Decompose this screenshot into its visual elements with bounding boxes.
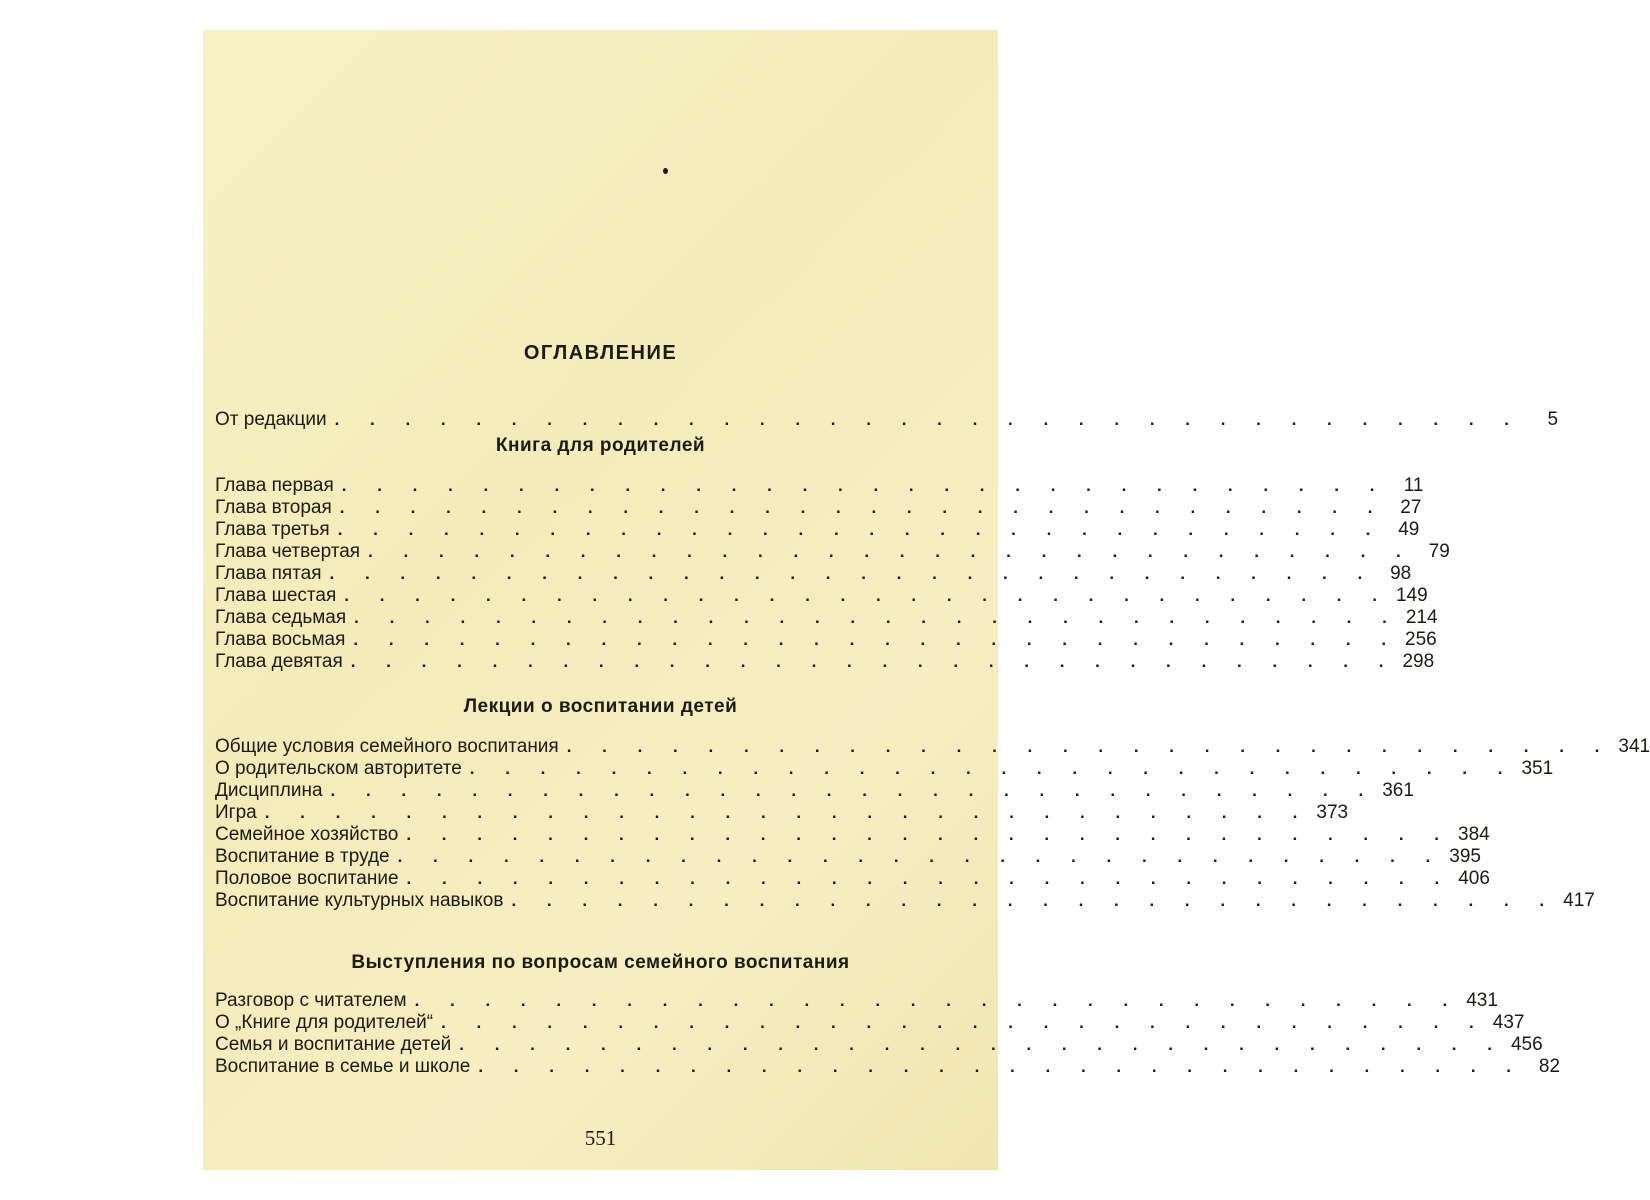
leader-dots: . . . . . . . . . . . . . . . . . . . . . . . . . . . . . .: [339, 498, 1386, 517]
toc-entry: [215, 1033, 1543, 1057]
toc-entry-page: 361: [1382, 780, 1414, 801]
toc-entry-label: Воспитание культурных навыков: [215, 890, 504, 911]
toc-entry-label: Глава пятая: [215, 563, 322, 584]
page-title: ОГЛАВЛЕНИЕ: [523, 342, 678, 364]
toc-entry: [215, 845, 1481, 869]
page-number: 551: [584, 1126, 617, 1150]
toc-entry-page: 11: [1403, 475, 1424, 496]
toc-entry: [215, 1055, 1561, 1079]
toc-entry-page: 373: [1316, 802, 1349, 823]
toc-entry-page: 384: [1458, 824, 1490, 845]
toc-entry: [215, 823, 1490, 847]
toc-entry: [215, 757, 1554, 781]
leader-dots: . . . . . . . . . . . . . . . . . . . . . . . . . . . . . .: [353, 630, 1400, 649]
toc-entry: [215, 606, 1438, 630]
section-title-speeches: Выступления по вопросам семейного воспитания: [351, 952, 850, 973]
toc-entry-intro: [215, 408, 1559, 432]
leader-dots: . . . . . . . . . . . . . . . . . . . . . . . . . . . . . .: [511, 891, 1558, 910]
leader-dots: . . . . . . . . . . . . . . . . . . . . . . . . . . . . . .: [330, 781, 1377, 800]
toc-entry-page: 351: [1521, 758, 1554, 779]
leader-dots: . . . . . . . . . . . . . . . . . . . . . . . . . . . . . . . . . .: [334, 410, 1523, 429]
toc-entry: [215, 562, 1412, 586]
toc-entry-page: 49: [1398, 519, 1420, 540]
book-page: [203, 30, 1650, 1170]
toc-entry-label: Общие условия семейного воспитания: [215, 736, 559, 757]
ink-speck: [663, 168, 668, 174]
toc-entry-page: 456: [1510, 1034, 1543, 1055]
leader-dots: . . . . . . . . . . . . . . . . . . . . . . . . . . . . . .: [459, 1035, 1505, 1054]
toc-entry-label: Глава четвертая: [215, 541, 361, 562]
leader-dots: . . . . . . . . . . . . . . . . . . . . . . . . . . . . . .: [264, 803, 1311, 822]
toc-entry-label: Семья и воспитание детей: [215, 1034, 452, 1055]
toc-entry-label: От редакции: [215, 409, 327, 430]
toc-entry-label: Воспитание в семье и школе: [215, 1056, 471, 1077]
toc-entry-label: Глава восьмая: [215, 629, 346, 650]
toc-entry-label: Глава шестая: [215, 585, 337, 606]
toc-entry: [215, 474, 1424, 498]
toc-entry: [215, 889, 1595, 913]
toc-entry-label: Глава седьмая: [215, 607, 347, 628]
toc-entry-label: О „Книге для родителей“: [215, 1012, 434, 1033]
toc-entry-label: Глава вторая: [215, 497, 332, 518]
toc-entry-page: 431: [1466, 990, 1498, 1011]
toc-entry: [215, 1011, 1525, 1035]
toc-entry-label: Дисциплина: [215, 780, 323, 801]
leader-dots: . . . . . . . . . . . . . . . . . . . . . . . . . . . . . .: [406, 869, 1453, 888]
toc-entry-label: Игра: [215, 802, 257, 823]
toc-entry-page: 298: [1402, 651, 1435, 672]
toc-entry-page: 341: [1618, 736, 1650, 757]
toc-entry: [215, 989, 1498, 1013]
toc-entry-page: 417: [1563, 890, 1595, 911]
leader-dots: . . . . . . . . . . . . . . . . . . . . . . . . . . . . . .: [406, 825, 1453, 844]
section-title-book-for-parents: Книга для родителей: [495, 435, 706, 456]
toc-entry-label: Половое воспитание: [215, 868, 399, 889]
toc-entry: [215, 518, 1420, 542]
toc-entry-page: 27: [1400, 497, 1422, 518]
leader-dots: . . . . . . . . . . . . . . . . . . . . . . . . . . . . . .: [414, 991, 1461, 1010]
toc-entry-page: 406: [1458, 868, 1490, 889]
toc-entry-page: 214: [1405, 607, 1438, 628]
leader-dots: . . . . . . . . . . . . . . . . . . . . . . . . . . . . . .: [566, 737, 1613, 756]
toc-entry-page: 5: [1547, 409, 1559, 430]
toc-entry-label: О родительском авторитете: [215, 758, 462, 779]
toc-entry: [215, 628, 1437, 652]
toc-entry-page: 149: [1395, 585, 1428, 606]
toc-entry: [215, 584, 1428, 608]
toc-entry: [215, 540, 1450, 564]
toc-entry: [215, 650, 1435, 674]
toc-entry-page: 79: [1428, 541, 1450, 562]
toc-entry-label: Семейное хозяйство: [215, 824, 399, 845]
leader-dots: . . . . . . . . . . . . . . . . . . . . . . . . . . . . . .: [329, 564, 1376, 583]
toc-entry: [215, 735, 1650, 759]
leader-dots: . . . . . . . . . . . . . . . . . . . . . . . . . . . . . .: [350, 652, 1397, 671]
toc-entry: [215, 867, 1490, 891]
toc-entry-page: 395: [1449, 846, 1481, 867]
toc-entry-label: Глава третья: [215, 519, 330, 540]
leader-dots: . . . . . . . . . . . . . . . . . . . . . . . . . . . . . .: [341, 476, 1388, 495]
toc-entry: [215, 779, 1414, 803]
leader-dots: . . . . . . . . . . . . . . . . . . . . . . . . . . . . . .: [354, 608, 1400, 627]
toc-entry-label: Разговор с читателем: [215, 990, 407, 1011]
toc-entry-page: 98: [1390, 563, 1412, 584]
toc-entry-page: 256: [1405, 629, 1437, 650]
leader-dots: . . . . . . . . . . . . . . . . . . . . . . . . . . . . . .: [469, 759, 1516, 778]
toc-entry-label: Глава девятая: [215, 651, 343, 672]
toc-entry-page: 82: [1538, 1056, 1561, 1077]
leader-dots: . . . . . . . . . . . . . . . . . . . . . . . . . . . . . .: [397, 847, 1444, 866]
toc-entry: [215, 801, 1349, 825]
leader-dots: . . . . . . . . . . . . . . . . . . . . . . . . . . . . . .: [368, 542, 1414, 561]
toc-entry-page: 437: [1492, 1012, 1525, 1033]
leader-dots: . . . . . . . . . . . . . . . . . . . . . . . . . . . . . .: [441, 1013, 1487, 1032]
toc-entry-label: Воспитание в труде: [215, 846, 390, 867]
leader-dots: . . . . . . . . . . . . . . . . . . . . . . . . . . . . . .: [478, 1057, 1525, 1076]
leader-dots: . . . . . . . . . . . . . . . . . . . . . . . . . . . . . .: [337, 520, 1384, 539]
section-title-lectures: Лекции о воспитании детей: [463, 696, 738, 717]
toc-entry-label: Глава первая: [215, 475, 334, 496]
toc-entry: [215, 496, 1422, 520]
leader-dots: . . . . . . . . . . . . . . . . . . . . . . . . . . . . . .: [344, 586, 1390, 605]
